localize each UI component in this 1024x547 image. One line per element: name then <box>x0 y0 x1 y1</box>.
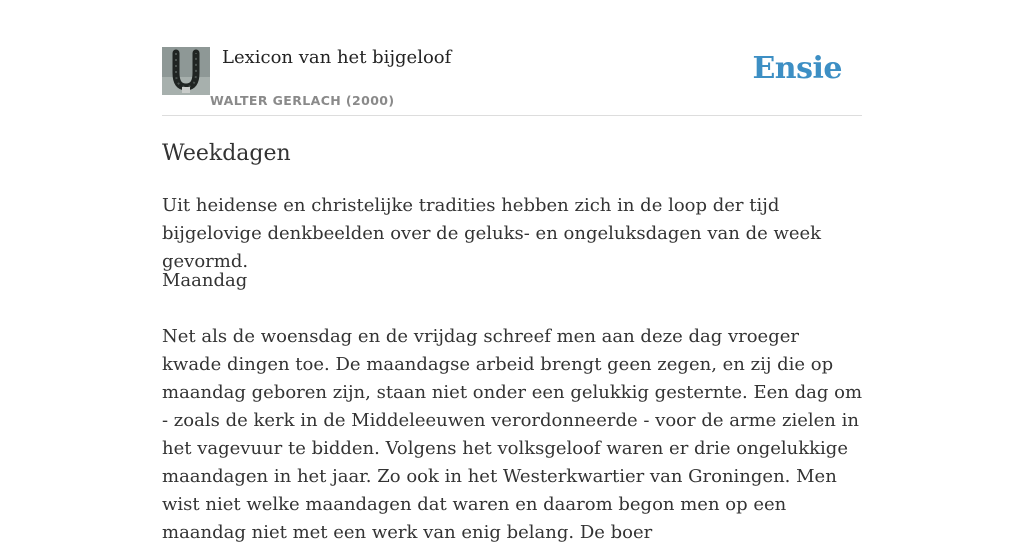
page-container <box>162 0 863 543</box>
entry-title: Weekdagen <box>162 141 291 166</box>
entry-header <box>162 0 862 116</box>
section-heading-maandag: Maandag <box>162 270 248 291</box>
author-line: WALTER GERLACH (2000) <box>210 93 395 108</box>
ensie-logo[interactable]: Ensie <box>752 51 842 86</box>
intro-paragraph: Uit heidense en christelijke tradities hebben zich in de loop der tijd bijgelovige denkbeelden over de geluks- en ongeluksdagen van de week gevormd. <box>162 195 822 272</box>
book-title[interactable]: Lexicon van het bijgeloof <box>222 47 452 68</box>
horseshoe-avatar-icon[interactable] <box>162 47 210 95</box>
body-paragraph: Net als de woensdag en de vrijdag schreef men aan deze dag vroeger kwade dingen toe. De maandagse arbeid brengt geen zegen, en zij die op maandag geboren zijn, staan niet onder een gelukkig gesternte. Een dag om - zoals de kerk in de Middeleeuwen verordonneerde - voor de arme zielen in het vagevuur te bidden. Volgens het volksgeloof waren er drie ongelukkige maandagen in het jaar. Zo ook in het Westerkwartier van Groningen. Men wist niet welke maandagen dat waren en daarom begon men op een maandag niet met een werk van enig belang. De boer <box>162 326 863 543</box>
